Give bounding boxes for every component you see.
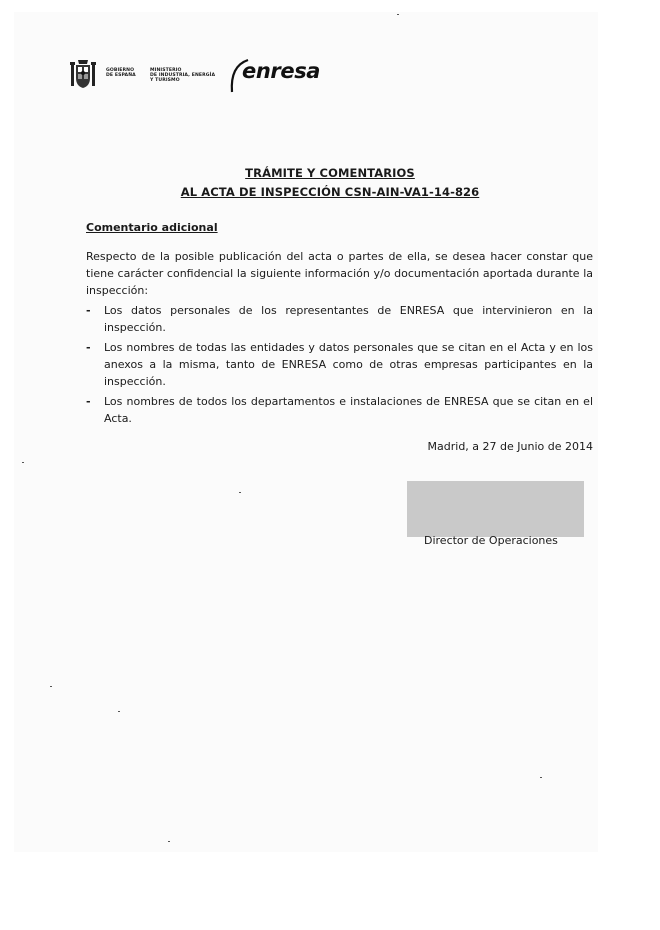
list-item [86, 393, 593, 427]
scan-speck [168, 841, 170, 842]
intro-paragraph: Respecto de la posible publicación del acta o partes de ella, se desea hacer constar que tiene carácter confidencial la siguiente información y/o documentación aportada durante la inspección: [86, 250, 593, 297]
redacted-signature [407, 481, 584, 537]
bullet-dash: - [86, 341, 91, 354]
list-item [86, 339, 593, 390]
letterhead [70, 56, 340, 96]
section-heading: Comentario adicional [86, 221, 218, 234]
list-item-text: Los datos personales de los representantes de ENRESA que intervinieron en la inspección. [104, 304, 593, 334]
scan-speck [540, 777, 542, 778]
ministerio-label [150, 68, 215, 83]
enresa-logo [226, 56, 326, 96]
document-title-line-2: AL ACTA DE INSPECCIÓN CSN-AIN-VA1-14-826 [180, 185, 480, 199]
gobierno-line-2: DE ESPAÑA [106, 73, 136, 78]
gobierno-label [106, 68, 136, 78]
ministerio-line-3: Y TURISMO [150, 78, 180, 83]
confidential-items-list [86, 302, 593, 427]
scan-speck [397, 14, 399, 15]
list-item-text: Los nombres de todas las entidades y datos personales que se citan en el Acta y en los anexos a la misma, tanto de ENRESA como de otras empresas participantes en la inspección. [104, 341, 593, 388]
enresa-wordmark: enresa [242, 59, 321, 83]
bullet-dash: - [86, 304, 91, 317]
list-item [86, 302, 593, 336]
scan-speck [118, 711, 120, 712]
ministerio-line-1: MINISTERIO [150, 68, 182, 73]
scan-speck [239, 492, 241, 493]
signature-date: Madrid, a 27 de Junio de 2014 [427, 440, 593, 453]
gobierno-line-1: GOBIERNO [106, 68, 135, 73]
scan-speck [50, 686, 52, 687]
ministerio-line-2: DE INDUSTRIA, ENERGÍA [150, 73, 216, 78]
signatory-role: Director de Operaciones [424, 534, 558, 547]
scan-speck [22, 462, 24, 463]
bullet-dash: - [86, 395, 91, 408]
coat-of-arms-icon [70, 58, 96, 90]
document-page [14, 12, 598, 852]
list-item-text: Los nombres de todos los departamentos e instalaciones de ENRESA que se citan en el Acta. [104, 395, 593, 425]
section-body [86, 248, 593, 427]
document-title-line-1: TRÁMITE Y COMENTARIOS [245, 166, 415, 180]
